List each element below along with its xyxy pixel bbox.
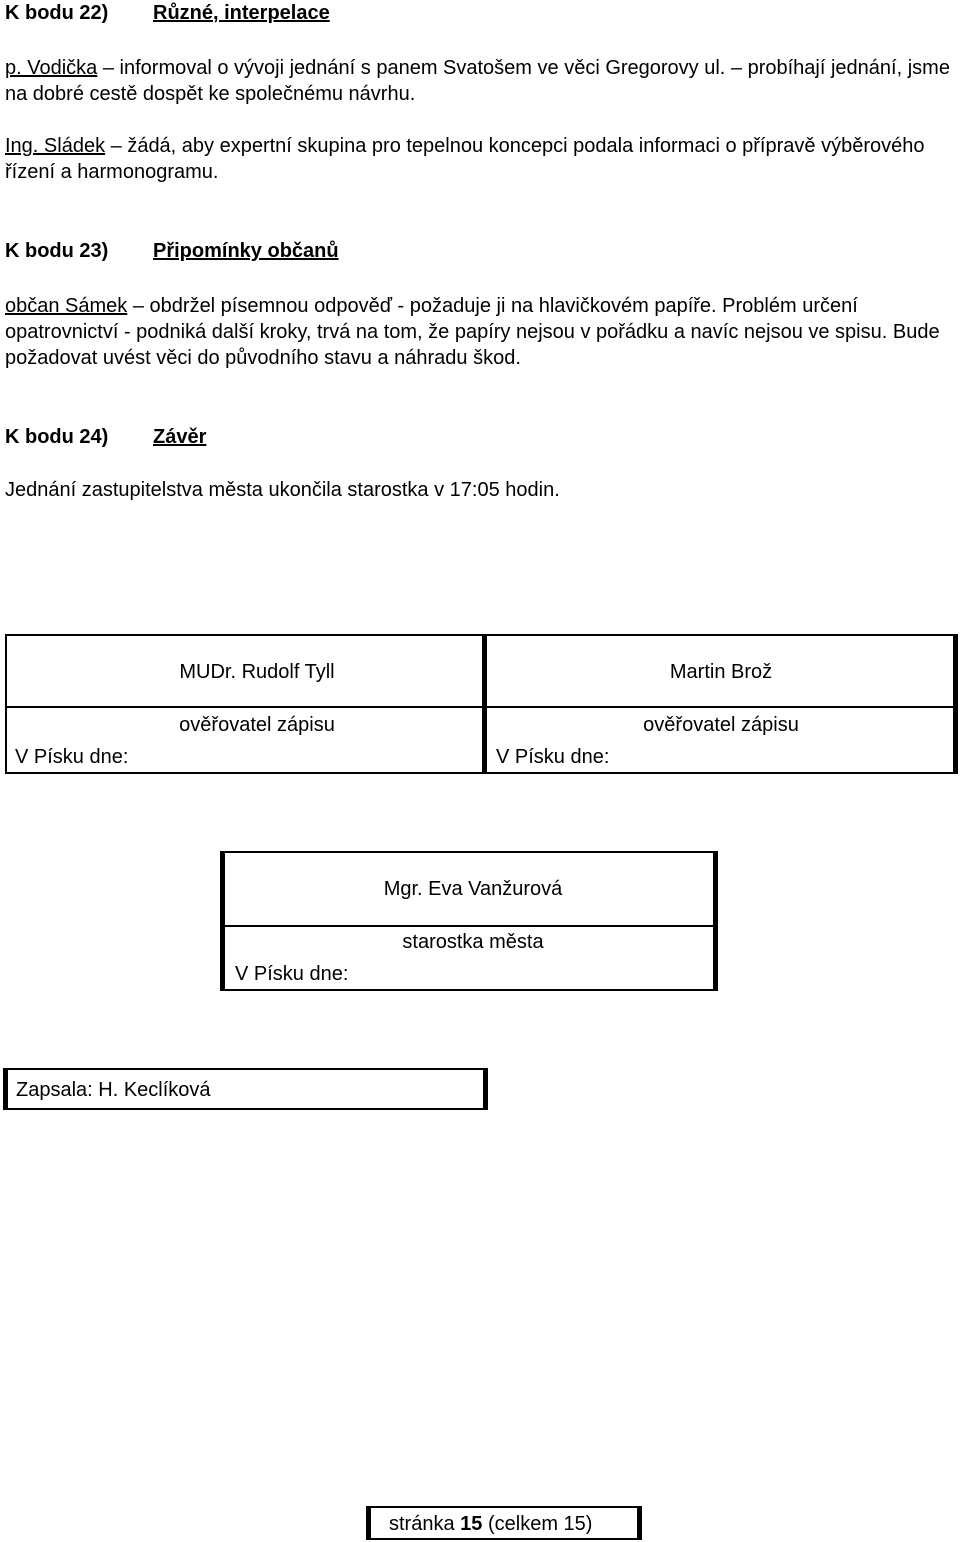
verifier-1-date-label: V Písku dne: <box>15 746 129 768</box>
speaker-text: – obdržel písemnou odpověď - požaduje ji na hlavičkovém papíře. Problém určení opatrovnictví - podniká další kroky, trvá na tom, že papíry nejsou v pořádku a navíc nejsou ve spisu. Bude požadovat uvést věci do původního stavu a náhradu škod. <box>5 295 940 369</box>
section-22-heading-number: K bodu 22) <box>5 2 109 24</box>
verifier-2-date-label: V Písku dne: <box>496 746 610 768</box>
signature-line <box>7 706 482 708</box>
mayor-name: Mgr. Eva Vanžurová <box>383 878 563 900</box>
section-23-heading-title: Připomínky občanů <box>153 240 339 262</box>
mayor-role: starostka města <box>402 931 544 953</box>
speaker-name: p. Vodička <box>5 57 98 79</box>
section-23-paragraph-1 <box>5 293 955 371</box>
mayor-date-label: V Písku dne: <box>235 963 349 985</box>
page-number-current: 15 <box>460 1513 483 1535</box>
verifier-1-role: ověřovatel zápisu <box>179 714 335 736</box>
recorder-box <box>3 1068 488 1110</box>
signature-line <box>225 925 713 927</box>
verifier-2-signature-box <box>484 634 958 774</box>
signature-line <box>486 706 953 708</box>
recorder-text: Zapsala: H. Keclíková <box>16 1079 211 1101</box>
page-number-prefix: stránka <box>389 1513 461 1535</box>
section-22-heading-title: Různé, interpelace <box>153 2 330 24</box>
page-number <box>389 1513 592 1536</box>
verifier-2-role: ověřovatel zápisu <box>643 714 799 736</box>
section-22-paragraph-2 <box>5 133 955 185</box>
speaker-name: Ing. Sládek <box>5 135 106 157</box>
page-number-box <box>366 1506 642 1540</box>
speaker-text: – žádá, aby expertní skupina pro tepelnou koncepci podala informaci o přípravě výběrového řízení a harmonogramu. <box>5 135 925 183</box>
verifier-2-name: Martin Brož <box>669 661 773 683</box>
section-24-heading-number: K bodu 24) <box>5 426 109 448</box>
section-22-paragraph-1 <box>5 55 955 107</box>
speaker-name: občan Sámek <box>5 295 128 317</box>
page-number-suffix: (celkem 15) <box>482 1513 593 1535</box>
mayor-signature-box <box>220 851 718 991</box>
section-23-heading-number: K bodu 23) <box>5 240 109 262</box>
verifier-1-signature-box <box>5 634 487 774</box>
verifier-1-name: MUDr. Rudolf Tyll <box>179 661 335 683</box>
section-24-text: Jednání zastupitelstva města ukončila starostka v 17:05 hodin. <box>5 479 560 501</box>
speaker-text: – informoval o vývoji jednání s panem Svatošem ve věci Gregorovy ul. – probíhají jednání, jsme na dobré cestě dospět ke společnému návrhu. <box>5 57 950 105</box>
section-24-heading-title: Závěr <box>153 426 207 448</box>
